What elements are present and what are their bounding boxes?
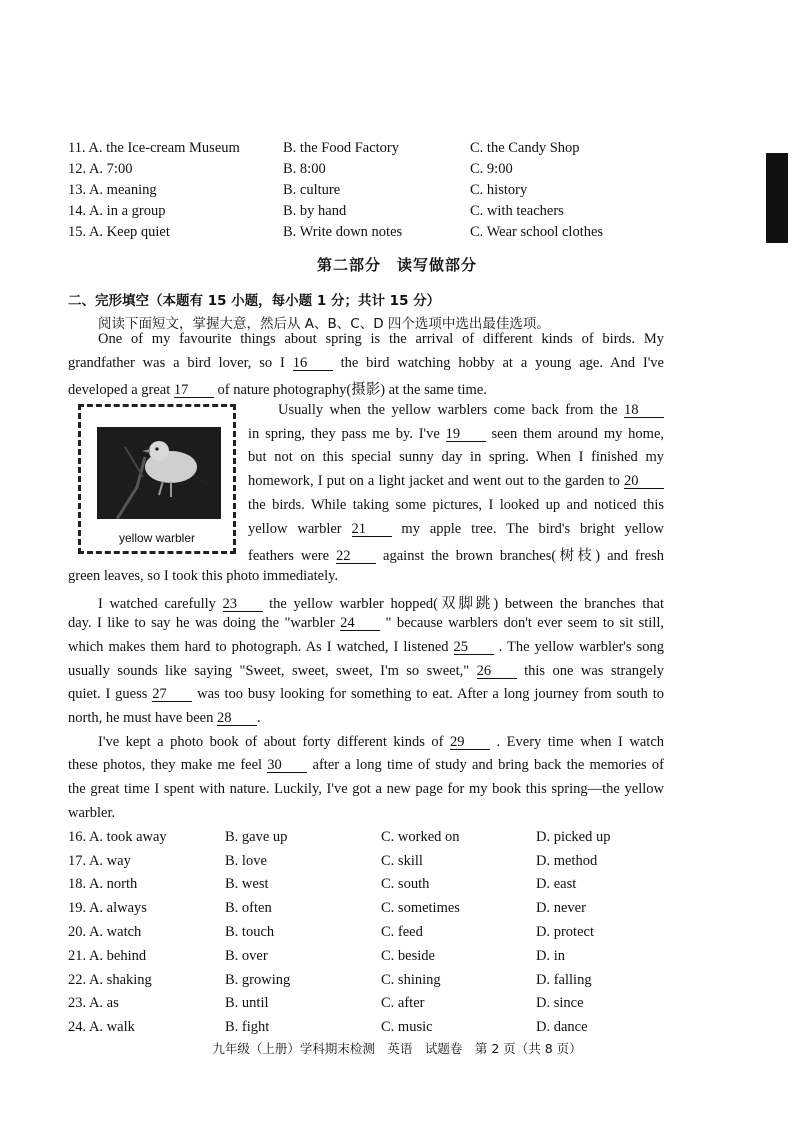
section-heading — [68, 289, 440, 309]
option-c: C. Wear school clothes — [470, 224, 604, 240]
text: quiet. I guess — [68, 686, 148, 702]
option-a: 16. A. took away — [68, 829, 167, 845]
option-a: 22. A. shaking — [68, 972, 152, 988]
option-row-13 — [68, 182, 708, 203]
text: was too busy looking for something to eat. After a long journey from south to — [197, 686, 665, 702]
option-c: C. 9:00 — [470, 161, 513, 177]
passage-line — [248, 426, 664, 443]
passage-line — [68, 663, 664, 680]
text: . — [257, 710, 261, 726]
text: grandfather was a bird lover, so I — [68, 355, 285, 371]
option-c: C. feed — [381, 924, 423, 940]
option-c: C. south — [381, 876, 430, 892]
cloze-option-row-24 — [68, 1019, 708, 1041]
option-row-14 — [68, 203, 708, 224]
option-b: B. culture — [283, 182, 341, 198]
option-b: B. Write down notes — [283, 224, 403, 240]
blank-18: 18 — [624, 403, 664, 418]
option-a: 19. A. always — [68, 900, 147, 916]
option-b: B. 8:00 — [283, 161, 326, 177]
option-b: B. growing — [225, 972, 291, 988]
text: " because warblers don't ever seem to sit still, — [385, 615, 665, 631]
blank-20: 20 — [624, 474, 664, 489]
option-a: 12. A. 7:00 — [68, 161, 133, 177]
bird-icon — [97, 427, 221, 519]
option-d: D. east — [536, 876, 577, 892]
option-c: C. worked on — [381, 829, 460, 845]
text: in spring, they pass me by. I've — [248, 426, 440, 442]
text: I've kept a photo book of about forty different kinds of — [98, 734, 444, 750]
text: homework, I put on a light jacket and went out to the garden to — [248, 473, 620, 489]
option-row-15 — [68, 224, 708, 245]
option-b: B. touch — [225, 924, 275, 940]
text: against the brown branches(树枝) and fresh — [383, 548, 665, 564]
cloze-option-row-19 — [68, 900, 708, 922]
section-heading-text: 二、完形填空（本题有 15 小题，每小题 1 分；共计 15 分） — [68, 293, 441, 309]
blank-19: 19 — [446, 427, 486, 442]
photo-caption: yellow warbler — [118, 531, 196, 545]
passage-line — [68, 686, 664, 703]
cloze-option-row-21 — [68, 948, 708, 970]
option-a: 13. A. meaning — [68, 182, 157, 198]
text: yellow warbler — [248, 521, 342, 537]
passage-line — [68, 378, 664, 399]
text: developed a great — [68, 382, 171, 398]
option-c: C. history — [470, 182, 528, 198]
option-d: D. since — [536, 995, 584, 1011]
option-a: 24. A. walk — [68, 1019, 135, 1035]
passage-line — [248, 473, 664, 490]
text: after a long time of study and bring back the memories of — [312, 757, 665, 773]
text: Usually when the yellow warblers come back from the — [278, 402, 618, 418]
cloze-option-row-18 — [68, 876, 708, 898]
passage-line — [68, 615, 664, 632]
passage-line: the great time I spent with nature. Luckily, I've got a new page for my book this spring—the yellow — [68, 781, 664, 797]
option-a: 18. A. north — [68, 876, 138, 892]
option-b: B. love — [225, 853, 267, 869]
option-b: B. by hand — [283, 203, 347, 219]
option-a: 11. A. the Ice-cream Museum — [68, 140, 240, 156]
option-d: D. falling — [536, 972, 592, 988]
page-footer: 九年级（上册）学科期末检测 英语 试题卷 第 2 页（共 8 页） — [212, 1041, 582, 1056]
cloze-option-row-20 — [68, 924, 708, 946]
text: the yellow warbler hopped(双脚跳) between the branches that — [269, 596, 665, 612]
option-c: C. sometimes — [381, 900, 460, 916]
passage-line — [98, 592, 664, 613]
option-d: D. never — [536, 900, 586, 916]
option-c: C. beside — [381, 948, 435, 964]
cloze-option-row-22 — [68, 972, 708, 994]
text: usually sounds like saying "Sweet, sweet, sweet, I'm so sweet," — [68, 663, 470, 679]
cloze-option-row-16 — [68, 829, 708, 851]
text: . Every time when I watch — [496, 734, 664, 750]
passage-line — [68, 757, 664, 774]
option-row-11 — [68, 140, 708, 161]
blank-24: 24 — [340, 616, 380, 631]
page-edge-marker — [766, 153, 788, 243]
option-b: B. often — [225, 900, 272, 916]
text: this one was strangely — [524, 663, 665, 679]
passage-line — [98, 734, 664, 751]
text: these photos, they make me feel — [68, 757, 263, 773]
blank-25: 25 — [454, 640, 494, 655]
text: my apple tree. The bird's bright yellow — [401, 521, 665, 537]
option-a: 20. A. watch — [68, 924, 142, 940]
option-b: B. gave up — [225, 829, 288, 845]
blank-16: 16 — [293, 356, 333, 371]
cloze-option-row-23 — [68, 995, 708, 1017]
blank-28: 28 — [217, 711, 257, 726]
photo-frame — [78, 404, 236, 554]
option-a: 14. A. in a group — [68, 203, 166, 219]
blank-27: 27 — [152, 687, 192, 702]
option-d: D. in — [536, 948, 565, 964]
blank-26: 26 — [477, 664, 517, 679]
blank-21: 21 — [352, 522, 392, 537]
option-d: D. protect — [536, 924, 594, 940]
blank-29: 29 — [450, 735, 490, 750]
option-c: C. the Candy Shop — [470, 140, 580, 156]
text: the bird watching hobby at a young age. And I've — [340, 355, 664, 371]
option-b: B. west — [225, 876, 269, 892]
option-d: D. dance — [536, 1019, 588, 1035]
option-b: B. over — [225, 948, 268, 964]
passage-line: green leaves, so I took this photo immediately. — [68, 568, 339, 584]
option-c: C. shining — [381, 972, 441, 988]
blank-22: 22 — [336, 549, 376, 564]
passage-line: but not on this special sunny day in spring. When I finished my — [248, 449, 664, 465]
option-b: B. until — [225, 995, 269, 1011]
option-a: 17. A. way — [68, 853, 131, 869]
option-row-12 — [68, 161, 708, 182]
text: I watched carefully — [98, 596, 216, 612]
text: . The yellow warbler's song — [498, 639, 664, 655]
option-a: 21. A. behind — [68, 948, 147, 964]
passage-line: the birds. While taking some pictures, I looked up and noticed this — [248, 497, 664, 513]
option-a: 15. A. Keep quiet — [68, 224, 170, 240]
passage-line: One of my favourite things about spring is the arrival of different kinds of birds. My — [98, 331, 664, 347]
option-b: B. the Food Factory — [283, 140, 399, 156]
option-c: C. music — [381, 1019, 433, 1035]
part-title: 第二部分 读写做部分 — [316, 256, 477, 274]
option-d: D. picked up — [536, 829, 611, 845]
passage-line — [68, 355, 664, 372]
blank-30: 30 — [267, 758, 307, 773]
passage-line: warbler. — [68, 805, 116, 821]
text: which makes them hard to photograph. As I watched, I listened — [68, 639, 449, 655]
text: seen them around my home, — [491, 426, 665, 442]
text: north, he must have been — [68, 710, 214, 726]
text: feathers were — [248, 548, 330, 564]
option-c: C. after — [381, 995, 425, 1011]
text: day. I like to say he was doing the "warbler — [68, 615, 335, 631]
option-a: 23. A. as — [68, 995, 119, 1011]
option-c: C. skill — [381, 853, 423, 869]
blank-17: 17 — [174, 383, 214, 398]
warbler-photo — [97, 427, 221, 519]
option-c: C. with teachers — [470, 203, 564, 219]
passage-line — [278, 402, 664, 419]
blank-23: 23 — [223, 597, 263, 612]
passage-line — [68, 710, 664, 727]
option-b: B. fight — [225, 1019, 270, 1035]
cloze-option-row-17 — [68, 853, 708, 875]
text: of nature photography(摄影) at the same time. — [217, 382, 487, 398]
passage-line — [248, 521, 664, 538]
option-d: D. method — [536, 853, 598, 869]
passage-line — [248, 544, 664, 565]
passage-line — [68, 639, 664, 656]
section-instruction: 阅读下面短文，掌握大意，然后从 A、B、C、D 四个选项中选出最佳选项。 — [98, 316, 550, 332]
